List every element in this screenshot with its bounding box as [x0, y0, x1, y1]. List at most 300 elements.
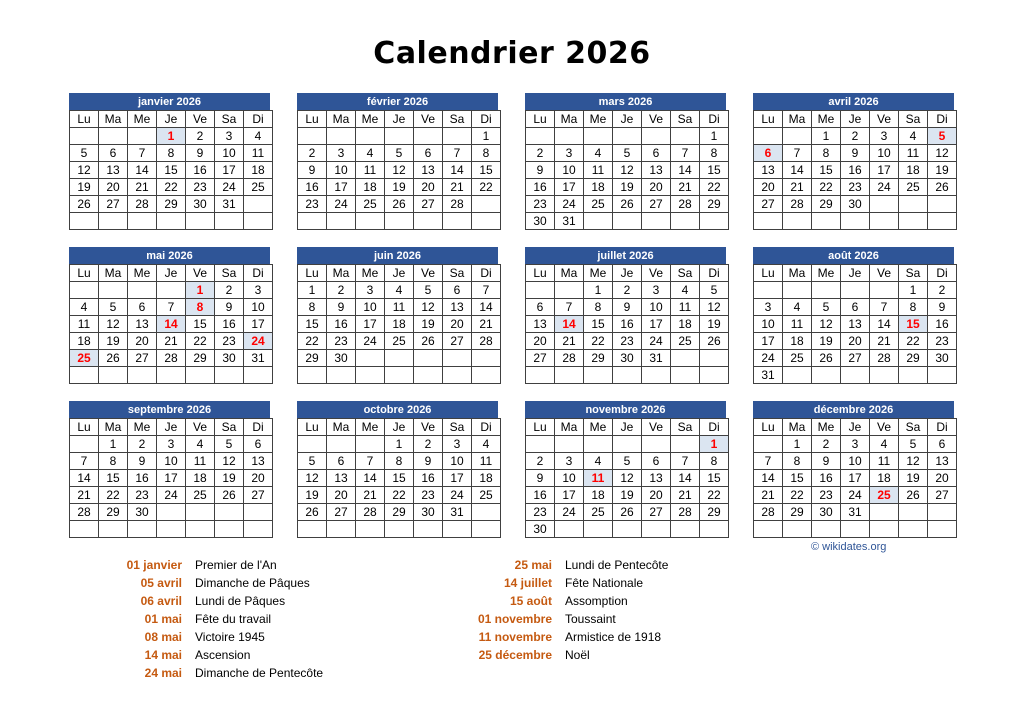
- day-cell: 6: [99, 145, 128, 162]
- day-cell: 21: [157, 333, 186, 350]
- day-cell: 24: [642, 333, 671, 350]
- page-title: Calendrier 2026: [373, 36, 651, 71]
- holiday-name: Lundi de Pâques: [195, 594, 286, 608]
- day-cell: 3: [356, 282, 385, 299]
- day-cell: 20: [443, 316, 472, 333]
- day-cell: 5: [298, 453, 327, 470]
- empty-cell: [526, 128, 555, 145]
- day-cell: 6: [526, 299, 555, 316]
- month-calendar: [69, 93, 270, 230]
- empty-cell: [754, 436, 783, 453]
- day-cell: 13: [526, 316, 555, 333]
- day-cell: 14: [157, 316, 186, 333]
- empty-cell: [244, 504, 273, 521]
- day-cell: 13: [642, 162, 671, 179]
- empty-cell: [244, 196, 273, 213]
- day-cell: 21: [356, 487, 385, 504]
- day-cell: 10: [244, 299, 273, 316]
- weekday-label: Ma: [99, 419, 128, 436]
- day-cell: 10: [754, 316, 783, 333]
- empty-cell: [99, 282, 128, 299]
- empty-cell: [555, 436, 584, 453]
- day-cell: 23: [414, 487, 443, 504]
- weekday-label: Me: [356, 265, 385, 282]
- month-header: janvier 2026: [69, 93, 270, 110]
- day-cell: 16: [327, 316, 356, 333]
- day-cell: 7: [870, 299, 899, 316]
- empty-cell: [215, 504, 244, 521]
- day-cell: 9: [215, 299, 244, 316]
- day-cell: 10: [443, 453, 472, 470]
- weekday-label: Je: [613, 419, 642, 436]
- day-cell: 8: [899, 299, 928, 316]
- weekday-label: Ma: [783, 265, 812, 282]
- day-cell: 4: [244, 128, 273, 145]
- weekday-label: Ma: [99, 265, 128, 282]
- holiday-name: Armistice de 1918: [565, 630, 662, 644]
- empty-cell: [128, 128, 157, 145]
- empty-cell: [327, 367, 356, 384]
- day-cell: 11: [584, 470, 613, 487]
- day-cell: 19: [298, 487, 327, 504]
- day-cell: 7: [356, 453, 385, 470]
- day-cell: 29: [700, 504, 729, 521]
- day-cell: 11: [70, 316, 99, 333]
- empty-cell: [128, 213, 157, 230]
- day-cell: 26: [70, 196, 99, 213]
- day-cell: 24: [356, 333, 385, 350]
- day-cell: 23: [215, 333, 244, 350]
- empty-cell: [584, 128, 613, 145]
- empty-cell: [356, 367, 385, 384]
- day-cell: 22: [584, 333, 613, 350]
- credit-link[interactable]: © wikidates.org: [811, 541, 887, 553]
- day-cell: 5: [700, 282, 729, 299]
- weekday-label: Me: [584, 111, 613, 128]
- weekday-label: Ve: [642, 265, 671, 282]
- day-cell: 14: [128, 162, 157, 179]
- empty-cell: [671, 128, 700, 145]
- day-cell: 28: [472, 333, 501, 350]
- empty-cell: [244, 213, 273, 230]
- empty-cell: [812, 213, 841, 230]
- day-cell: 22: [298, 333, 327, 350]
- weekday-label: Me: [812, 265, 841, 282]
- weekday-label: Je: [157, 265, 186, 282]
- empty-cell: [414, 367, 443, 384]
- month-calendar: [525, 247, 726, 384]
- empty-cell: [671, 213, 700, 230]
- day-cell: 7: [671, 145, 700, 162]
- weekday-label: Di: [472, 419, 501, 436]
- day-cell: 19: [928, 162, 957, 179]
- day-cell: 31: [215, 196, 244, 213]
- empty-cell: [70, 521, 99, 538]
- day-cell: 15: [99, 470, 128, 487]
- day-cell: 3: [157, 436, 186, 453]
- day-cell: 12: [414, 299, 443, 316]
- empty-cell: [642, 436, 671, 453]
- holiday-date: 01 mai: [144, 612, 182, 626]
- empty-cell: [613, 367, 642, 384]
- weekday-label: Di: [700, 265, 729, 282]
- weekday-label: Ma: [783, 419, 812, 436]
- day-cell: 15: [700, 162, 729, 179]
- empty-cell: [928, 504, 957, 521]
- holiday-date: 25 décembre: [478, 648, 552, 662]
- month-header: février 2026: [297, 93, 498, 110]
- day-cell: 11: [385, 299, 414, 316]
- empty-cell: [157, 213, 186, 230]
- day-cell: 6: [841, 299, 870, 316]
- day-cell: 5: [899, 436, 928, 453]
- day-cell: 1: [157, 128, 186, 145]
- day-cell: 15: [584, 316, 613, 333]
- empty-cell: [812, 282, 841, 299]
- empty-cell: [671, 436, 700, 453]
- day-cell: 11: [186, 453, 215, 470]
- day-cell: 21: [555, 333, 584, 350]
- day-cell: 10: [157, 453, 186, 470]
- empty-cell: [157, 521, 186, 538]
- day-cell: 12: [899, 453, 928, 470]
- day-cell: 9: [928, 299, 957, 316]
- day-cell: 5: [812, 299, 841, 316]
- weekday-label: Je: [385, 265, 414, 282]
- weekday-label: Sa: [899, 419, 928, 436]
- weekday-label: Ve: [870, 265, 899, 282]
- day-cell: 14: [443, 162, 472, 179]
- empty-cell: [298, 436, 327, 453]
- day-cell: 6: [414, 145, 443, 162]
- empty-cell: [472, 196, 501, 213]
- day-cell: 19: [99, 333, 128, 350]
- empty-cell: [99, 213, 128, 230]
- day-cell: 16: [812, 470, 841, 487]
- holiday-row: [0, 610, 1024, 628]
- day-cell: 13: [99, 162, 128, 179]
- empty-cell: [642, 213, 671, 230]
- day-cell: 4: [70, 299, 99, 316]
- day-cell: 5: [385, 145, 414, 162]
- day-cell: 16: [414, 470, 443, 487]
- empty-cell: [812, 521, 841, 538]
- weekday-label: Ve: [414, 111, 443, 128]
- day-cell: 23: [186, 179, 215, 196]
- day-cell: 23: [613, 333, 642, 350]
- day-cell: 12: [700, 299, 729, 316]
- day-cell: 27: [754, 196, 783, 213]
- day-cell: 22: [157, 179, 186, 196]
- day-cell: 26: [99, 350, 128, 367]
- empty-cell: [70, 436, 99, 453]
- day-cell: 24: [244, 333, 273, 350]
- weekday-label: Lu: [526, 419, 555, 436]
- day-cell: 20: [754, 179, 783, 196]
- day-cell: 16: [613, 316, 642, 333]
- empty-cell: [472, 521, 501, 538]
- day-cell: 23: [526, 196, 555, 213]
- empty-cell: [870, 196, 899, 213]
- day-cell: 28: [128, 196, 157, 213]
- weekday-label: Di: [928, 111, 957, 128]
- day-cell: 10: [555, 470, 584, 487]
- weekday-label: Lu: [526, 265, 555, 282]
- day-cell: 13: [244, 453, 273, 470]
- empty-cell: [443, 213, 472, 230]
- day-cell: 15: [899, 316, 928, 333]
- empty-cell: [783, 367, 812, 384]
- day-cell: 25: [899, 179, 928, 196]
- day-cell: 4: [472, 436, 501, 453]
- weekday-label: Je: [613, 265, 642, 282]
- weekday-label: Je: [841, 111, 870, 128]
- empty-cell: [928, 367, 957, 384]
- empty-cell: [298, 521, 327, 538]
- weekday-label: Ve: [642, 111, 671, 128]
- day-cell: 28: [671, 504, 700, 521]
- day-cell: 5: [70, 145, 99, 162]
- empty-cell: [186, 213, 215, 230]
- day-cell: 3: [327, 145, 356, 162]
- weekday-label: Sa: [443, 265, 472, 282]
- empty-cell: [671, 350, 700, 367]
- day-cell: 19: [613, 179, 642, 196]
- day-cell: 16: [526, 179, 555, 196]
- empty-cell: [70, 128, 99, 145]
- day-cell: 14: [754, 470, 783, 487]
- day-cell: 3: [754, 299, 783, 316]
- day-cell: 7: [128, 145, 157, 162]
- day-cell: 22: [700, 487, 729, 504]
- day-cell: 26: [613, 504, 642, 521]
- day-cell: 11: [671, 299, 700, 316]
- day-cell: 7: [443, 145, 472, 162]
- day-cell: 3: [642, 282, 671, 299]
- holiday-date: 11 novembre: [478, 630, 552, 644]
- day-cell: 24: [555, 504, 584, 521]
- empty-cell: [186, 504, 215, 521]
- day-cell: 11: [584, 162, 613, 179]
- weekday-label: Lu: [70, 419, 99, 436]
- day-cell: 24: [443, 487, 472, 504]
- month-header: décembre 2026: [753, 401, 954, 418]
- day-cell: 14: [555, 316, 584, 333]
- holiday-date: 08 mai: [144, 630, 182, 644]
- day-cell: 30: [186, 196, 215, 213]
- day-cell: 23: [298, 196, 327, 213]
- day-cell: 29: [186, 350, 215, 367]
- day-cell: 31: [841, 504, 870, 521]
- day-cell: 15: [700, 470, 729, 487]
- holiday-row: [0, 574, 1024, 592]
- empty-cell: [841, 521, 870, 538]
- day-cell: 10: [215, 145, 244, 162]
- day-cell: 31: [642, 350, 671, 367]
- day-cell: 23: [928, 333, 957, 350]
- empty-cell: [356, 350, 385, 367]
- holiday-name: Dimanche de Pentecôte: [195, 666, 324, 680]
- day-cell: 1: [99, 436, 128, 453]
- day-cell: 6: [327, 453, 356, 470]
- day-cell: 8: [99, 453, 128, 470]
- month-header: novembre 2026: [525, 401, 726, 418]
- holiday-name: Premier de l'An: [195, 558, 277, 572]
- day-cell: 16: [928, 316, 957, 333]
- day-cell: 2: [327, 282, 356, 299]
- holiday-date: 01 janvier: [126, 558, 182, 572]
- day-cell: 28: [754, 504, 783, 521]
- empty-cell: [526, 282, 555, 299]
- day-cell: 8: [186, 299, 215, 316]
- day-cell: 17: [642, 316, 671, 333]
- day-cell: 25: [356, 196, 385, 213]
- weekday-label: Ma: [99, 111, 128, 128]
- day-cell: 11: [472, 453, 501, 470]
- month-calendar: [69, 247, 270, 384]
- day-cell: 24: [327, 196, 356, 213]
- empty-cell: [414, 128, 443, 145]
- weekday-label: Ma: [327, 111, 356, 128]
- month-calendar: [753, 93, 954, 230]
- weekday-label: Ma: [783, 111, 812, 128]
- month-calendar: [297, 247, 498, 384]
- month-calendar: [525, 93, 726, 230]
- day-cell: 21: [70, 487, 99, 504]
- day-cell: 2: [841, 128, 870, 145]
- day-cell: 19: [700, 316, 729, 333]
- day-cell: 19: [414, 316, 443, 333]
- empty-cell: [841, 282, 870, 299]
- day-cell: 5: [613, 453, 642, 470]
- day-cell: 17: [870, 162, 899, 179]
- empty-cell: [385, 367, 414, 384]
- holiday-name: Fête Nationale: [565, 576, 644, 590]
- month-header: octobre 2026: [297, 401, 498, 418]
- empty-cell: [783, 282, 812, 299]
- weekday-label: Di: [928, 419, 957, 436]
- holiday-date: 05 avril: [140, 576, 182, 590]
- weekday-label: Ve: [414, 265, 443, 282]
- holiday-name: Fête du travail: [195, 612, 272, 626]
- day-cell: 25: [870, 487, 899, 504]
- empty-cell: [327, 213, 356, 230]
- day-cell: 18: [584, 179, 613, 196]
- day-cell: 29: [700, 196, 729, 213]
- weekday-label: Me: [128, 111, 157, 128]
- holiday-date: 25 mai: [514, 558, 552, 572]
- day-cell: 25: [783, 350, 812, 367]
- month-header: septembre 2026: [69, 401, 270, 418]
- weekday-label: Sa: [671, 419, 700, 436]
- empty-cell: [327, 436, 356, 453]
- empty-cell: [754, 282, 783, 299]
- day-cell: 15: [812, 162, 841, 179]
- day-cell: 26: [414, 333, 443, 350]
- day-cell: 24: [555, 196, 584, 213]
- empty-cell: [99, 367, 128, 384]
- empty-cell: [584, 213, 613, 230]
- day-cell: 26: [215, 487, 244, 504]
- day-cell: 25: [584, 504, 613, 521]
- day-cell: 18: [472, 470, 501, 487]
- empty-cell: [555, 128, 584, 145]
- holiday-name: Lundi de Pentecôte: [565, 558, 669, 572]
- day-cell: 20: [414, 179, 443, 196]
- day-cell: 19: [899, 470, 928, 487]
- day-cell: 22: [700, 179, 729, 196]
- day-cell: 14: [70, 470, 99, 487]
- day-cell: 18: [385, 316, 414, 333]
- holiday-date: 14 mai: [144, 648, 182, 662]
- day-cell: 12: [385, 162, 414, 179]
- day-cell: 22: [472, 179, 501, 196]
- day-cell: 30: [414, 504, 443, 521]
- empty-cell: [928, 521, 957, 538]
- day-cell: 27: [642, 196, 671, 213]
- empty-cell: [812, 367, 841, 384]
- day-cell: 26: [385, 196, 414, 213]
- day-cell: 9: [327, 299, 356, 316]
- day-cell: 1: [899, 282, 928, 299]
- day-cell: 12: [215, 453, 244, 470]
- weekday-label: Me: [356, 111, 385, 128]
- day-cell: 6: [642, 453, 671, 470]
- weekday-label: Di: [928, 265, 957, 282]
- weekday-label: Je: [841, 265, 870, 282]
- holiday-date: 01 novembre: [477, 612, 552, 626]
- empty-cell: [555, 521, 584, 538]
- weekday-label: Me: [584, 265, 613, 282]
- day-cell: 28: [783, 196, 812, 213]
- holiday-name: Dimanche de Pâques: [195, 576, 310, 590]
- day-cell: 12: [613, 162, 642, 179]
- day-cell: 22: [385, 487, 414, 504]
- weekday-label: Sa: [215, 265, 244, 282]
- day-cell: 13: [327, 470, 356, 487]
- day-cell: 30: [841, 196, 870, 213]
- day-cell: 24: [841, 487, 870, 504]
- holiday-date: 24 mai: [144, 666, 182, 680]
- day-cell: 16: [186, 162, 215, 179]
- day-cell: 21: [754, 487, 783, 504]
- weekday-label: Di: [700, 111, 729, 128]
- day-cell: 15: [385, 470, 414, 487]
- weekday-label: Lu: [754, 111, 783, 128]
- day-cell: 20: [526, 333, 555, 350]
- day-cell: 31: [244, 350, 273, 367]
- day-cell: 20: [327, 487, 356, 504]
- empty-cell: [70, 367, 99, 384]
- weekday-label: Sa: [671, 265, 700, 282]
- holiday-date: 06 avril: [140, 594, 182, 608]
- day-cell: 12: [812, 316, 841, 333]
- day-cell: 22: [186, 333, 215, 350]
- day-cell: 17: [754, 333, 783, 350]
- empty-cell: [215, 521, 244, 538]
- holiday-row: [0, 646, 1024, 664]
- day-cell: 1: [812, 128, 841, 145]
- day-cell: 12: [613, 470, 642, 487]
- day-cell: 20: [841, 333, 870, 350]
- empty-cell: [99, 128, 128, 145]
- weekday-label: Ve: [870, 419, 899, 436]
- day-cell: 23: [128, 487, 157, 504]
- day-cell: 10: [870, 145, 899, 162]
- day-cell: 13: [443, 299, 472, 316]
- weekday-label: Sa: [215, 111, 244, 128]
- day-cell: 18: [584, 487, 613, 504]
